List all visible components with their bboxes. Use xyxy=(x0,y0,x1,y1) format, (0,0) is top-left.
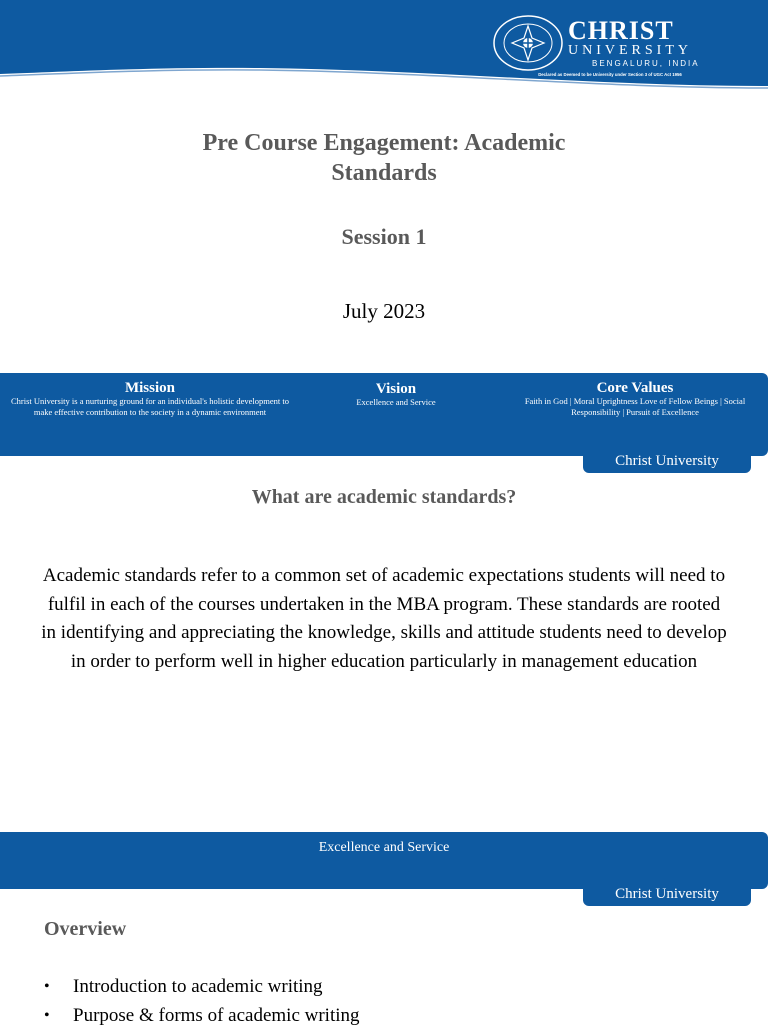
vision-block xyxy=(316,381,476,408)
logo-university: UNIVERSITY xyxy=(568,43,692,58)
mission-text: Christ University is a nurturing ground for an individual's holistic development to make effective contribution to the society in a dynamic environment xyxy=(11,396,289,417)
academic-standards-body: Academic standards refer to a common set of academic expectations students will need to fulfil in each of the courses undertaken in the MBA program. These standards are rooted in identifying and appreciating the knowledge, skills and attitude students need to develop in order to perform well in higher education particularly in management education xyxy=(41,565,727,672)
vision-text: Excellence and Service xyxy=(356,397,436,407)
logo-city: BENGALURU, INDIA xyxy=(592,59,700,68)
core-values-text: Faith in God | Moral Uprightness Love of Fellow Beings | Social Responsibility | Pursuit of Excellence xyxy=(524,396,746,417)
overview-list xyxy=(44,972,724,1030)
university-seal-icon xyxy=(492,14,564,72)
list-item-text: Purpose & forms of academic writing xyxy=(73,1005,360,1026)
logo-wordmark: CHRIST xyxy=(568,16,674,45)
academic-standards-heading: What are academic standards? xyxy=(251,486,517,508)
bullet-icon: • xyxy=(44,978,50,995)
slide-title: Pre Course Engagement: Academic Standards xyxy=(202,130,566,186)
list-item xyxy=(44,1001,724,1030)
mission-title: Mission xyxy=(124,380,175,396)
list-item xyxy=(44,972,724,1001)
overview-heading: Overview xyxy=(44,918,127,940)
header-banner xyxy=(0,0,768,92)
mission-block xyxy=(10,380,290,417)
vision-title: Vision xyxy=(375,381,417,397)
logo-tagline: Declared as Deemed to be University under Section 3 of UGC Act 1956 xyxy=(538,72,682,77)
band-motto: Excellence and Service xyxy=(318,840,450,855)
session-date: July 2023 xyxy=(342,299,426,323)
list-item-text: Introduction to academic writing xyxy=(73,976,323,997)
session-label: Session 1 xyxy=(341,224,427,249)
core-values-title: Core Values xyxy=(596,380,674,396)
bullet-icon: • xyxy=(44,1007,50,1024)
band-tab-christ-university: Christ University xyxy=(583,882,751,906)
footer-tab-christ-university: Christ University xyxy=(583,449,751,473)
christ-university-logo xyxy=(492,14,768,84)
core-values-block xyxy=(520,380,750,417)
